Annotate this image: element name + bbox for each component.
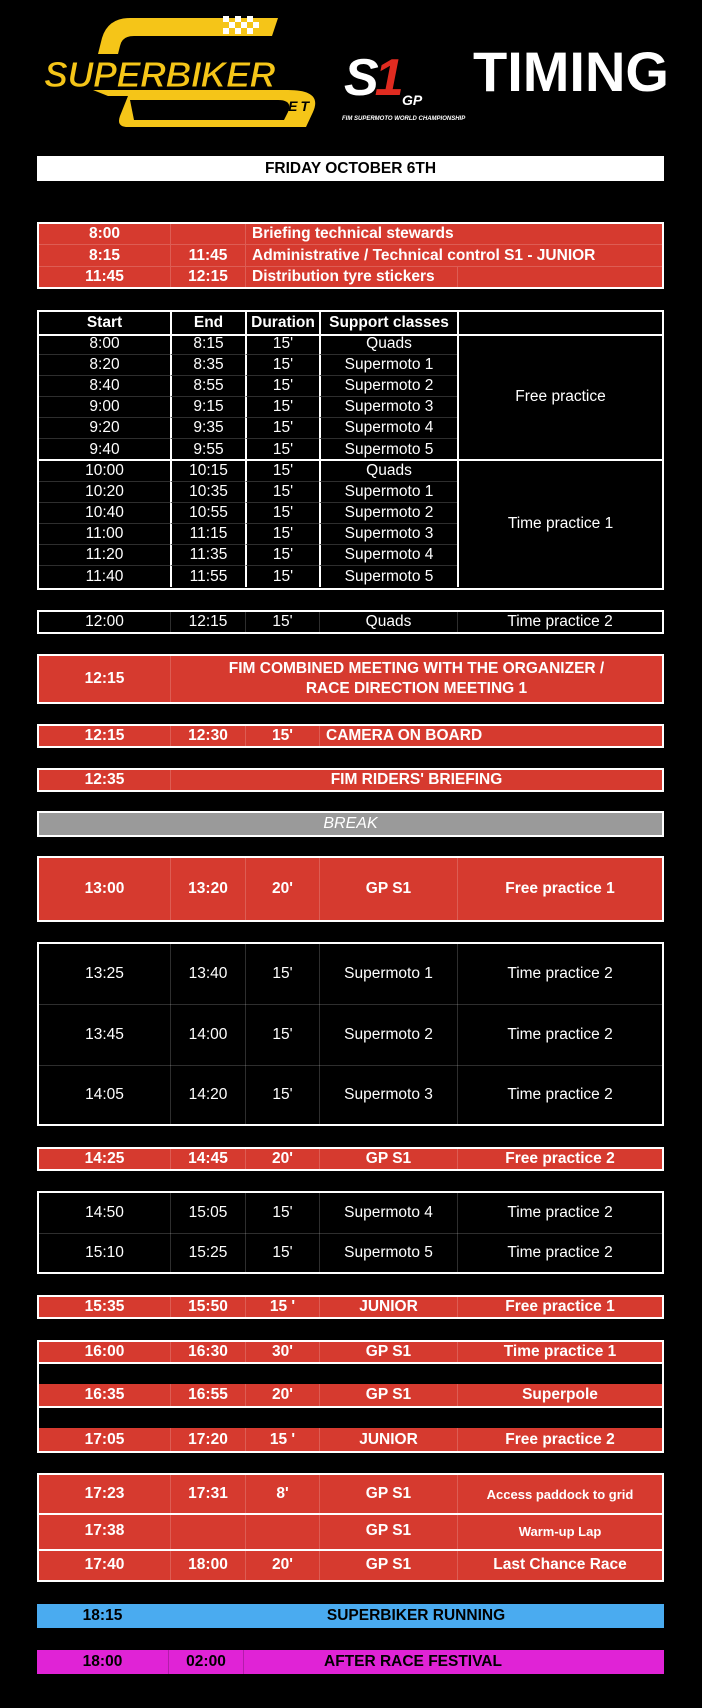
row-start: 17:23 (84, 1485, 125, 1502)
row-end: 14:20 (170, 1065, 245, 1124)
row-session: Time practice 2 (457, 944, 662, 1004)
table-row (39, 944, 662, 1005)
row-duration: 15' (245, 726, 319, 746)
row-duration (245, 1513, 319, 1549)
admin-start: 8:15 (39, 245, 170, 267)
row-session: Time practice 2 (457, 1004, 662, 1065)
gp-fp2-row (37, 1147, 664, 1171)
admin-label: Briefing technical stewards (245, 224, 662, 245)
row-start: 17:05 (84, 1430, 125, 1448)
row-end: 12:30 (170, 726, 245, 746)
admin-end: 12:15 (170, 267, 245, 287)
row-duration: 20' (245, 1549, 319, 1580)
row-end: 14:00 (170, 1004, 245, 1065)
row-class: Supermoto 3 (319, 397, 457, 418)
row-session: Superpole (457, 1384, 662, 1406)
row-end: 16:55 (170, 1384, 245, 1406)
row-end: 9:35 (170, 418, 245, 439)
row-class: Supermoto 3 (319, 1065, 457, 1124)
row-end: 9:55 (170, 439, 245, 460)
row-class: Quads (319, 461, 457, 482)
row-class: JUNIOR (319, 1428, 457, 1451)
row-end: 17:20 (170, 1428, 245, 1451)
row-start: 17:40 (84, 1555, 125, 1573)
meeting-title-line1: FIM COMBINED MEETING WITH THE ORGANIZER / (228, 660, 605, 677)
row-class: Supermoto 4 (319, 545, 457, 566)
row-class: Supermoto 3 (319, 524, 457, 545)
meeting-time: 12:15 (84, 670, 125, 687)
row-end: 9:15 (170, 397, 245, 418)
camera-row (37, 724, 664, 748)
s1-logo-one: 1 (374, 49, 400, 107)
header-end: End (170, 312, 245, 334)
row-duration: 15' (245, 1065, 319, 1124)
row-session: Time practice 2 (457, 1065, 662, 1124)
row-duration: 15' (245, 418, 319, 439)
row-session: Time practice 2 (457, 1193, 662, 1233)
row-duration: 20' (245, 858, 319, 920)
race-row (39, 1475, 662, 1515)
quads-tp2-row (37, 610, 664, 634)
row-session: Free practice 2 (457, 1428, 662, 1451)
row-session: Free practice 1 (457, 1297, 662, 1317)
header-duration: Duration (245, 312, 319, 334)
row-end: 10:35 (170, 482, 245, 503)
row-end: 17:31 (170, 1475, 245, 1513)
row-class: GP S1 (319, 1475, 457, 1513)
support-group-label: Free practice (457, 334, 662, 460)
festival-label: AFTER RACE FESTIVAL (243, 1650, 664, 1674)
table-row (39, 1065, 662, 1124)
row-end: 13:40 (170, 944, 245, 1004)
row-end: 14:45 (170, 1149, 245, 1169)
row-end: 16:30 (170, 1342, 245, 1362)
row-start: 14:50 (85, 1204, 124, 1221)
row-class: GP S1 (319, 1342, 457, 1362)
row-end (170, 1513, 245, 1549)
row-class: GP S1 (319, 858, 457, 920)
row-start: 9:00 (39, 397, 170, 418)
row-start: 10:20 (39, 482, 170, 503)
junior-fp2-row (39, 1428, 662, 1453)
row-end: 18:00 (170, 1549, 245, 1580)
row-class: Supermoto 2 (319, 503, 457, 524)
row-duration: 15' (245, 482, 319, 503)
row-duration: 20' (245, 1149, 319, 1169)
row-start: 18:15 (82, 1607, 123, 1624)
table-row (39, 1004, 662, 1066)
row-class: Supermoto 5 (319, 1233, 457, 1272)
s1-logo-s: S (344, 49, 375, 107)
row-class: Supermoto 1 (319, 355, 457, 376)
row-start: 8:00 (39, 334, 170, 355)
camera-label: CAMERA ON BOARD (319, 726, 662, 746)
date-bar-label: FRIDAY OCTOBER 6TH (264, 159, 437, 177)
row-start: 12:00 (85, 613, 124, 630)
superbiker-logo (38, 12, 348, 127)
break-bar (37, 811, 664, 837)
race-row (39, 1513, 662, 1551)
row-class: JUNIOR (319, 1297, 457, 1317)
row-duration: 30' (245, 1342, 319, 1362)
row-start: 8:40 (39, 376, 170, 397)
break-label: BREAK (323, 815, 378, 832)
row-end: 15:50 (170, 1297, 245, 1317)
row-start: 13:45 (85, 1025, 124, 1043)
header-start: Start (86, 314, 123, 331)
row-duration: 15' (245, 612, 319, 632)
admin-row (39, 267, 662, 287)
superpole-row (39, 1384, 662, 1408)
row-end: 8:15 (170, 334, 245, 355)
superbiker-running-row (37, 1604, 664, 1628)
row-end: 8:35 (170, 355, 245, 376)
admin-empty-cell (457, 267, 662, 287)
meeting-title (170, 656, 662, 702)
row-session: Free practice 2 (457, 1149, 662, 1169)
row-class: Supermoto 4 (319, 1193, 457, 1233)
row-duration: 20' (245, 1384, 319, 1406)
page-title: TIMING (473, 40, 669, 103)
row-duration: 15' (245, 376, 319, 397)
row-duration: 15' (245, 944, 319, 1004)
row-duration: 15 ' (245, 1297, 319, 1317)
row-duration: 15' (245, 355, 319, 376)
row-start: 14:05 (85, 1085, 124, 1103)
row-session: Time practice 1 (457, 1342, 662, 1362)
row-start: 16:00 (84, 1343, 125, 1360)
row-class: Quads (319, 612, 457, 632)
admin-block (37, 222, 664, 289)
junior-fp1-row (37, 1295, 664, 1319)
table-row (39, 1193, 662, 1234)
row-end: 11:55 (170, 566, 245, 587)
admin-end (170, 224, 245, 245)
row-end: 15:05 (170, 1193, 245, 1233)
row-start: 18:00 (82, 1653, 123, 1670)
meeting-title-line2: RACE DIRECTION MEETING 1 (305, 680, 528, 697)
row-start: 16:35 (84, 1386, 125, 1403)
row-end: 10:15 (170, 461, 245, 482)
row-end: 11:35 (170, 545, 245, 566)
row-class: GP S1 (319, 1149, 457, 1169)
row-session: Access paddock to grid (457, 1475, 662, 1513)
header-support-classes: Support classes (319, 312, 457, 334)
gp-logo-text: GP (402, 92, 423, 108)
row-end: 13:20 (170, 858, 245, 920)
row-session: Warm-up Lap (457, 1513, 662, 1549)
row-start: 15:10 (85, 1243, 124, 1261)
admin-label: Distribution tyre stickers (245, 267, 457, 287)
row-duration: 15 ' (245, 1428, 319, 1451)
row-end: 02:00 (168, 1650, 243, 1674)
row-start: 11:00 (39, 524, 170, 545)
superbiker-running-label: SUPERBIKER RUNNING (326, 1607, 506, 1624)
row-class: Quads (319, 334, 457, 355)
admin-start: 8:00 (39, 224, 170, 245)
admin-label: Administrative / Technical control S1 - JUNIOR (245, 245, 662, 267)
row-start: 10:00 (39, 461, 170, 482)
row-duration: 15' (245, 1233, 319, 1272)
row-start: 11:20 (39, 545, 170, 566)
admin-start: 11:45 (85, 268, 124, 285)
row-class: Supermoto 2 (319, 376, 457, 397)
row-session: Time practice 2 (457, 612, 662, 632)
row-start: 13:25 (85, 965, 124, 982)
fim-meeting-row (37, 654, 664, 704)
row-start: 11:40 (85, 567, 124, 585)
row-start: 9:20 (39, 418, 170, 439)
admin-row (39, 245, 662, 267)
row-class: Supermoto 5 (319, 566, 457, 587)
row-class: Supermoto 5 (319, 439, 457, 460)
support-group-label: Time practice 1 (457, 461, 662, 587)
row-start: 14:25 (84, 1150, 125, 1167)
row-end: 11:15 (170, 524, 245, 545)
header-empty (457, 312, 662, 334)
row-end: 8:55 (170, 376, 245, 397)
row-class: GP S1 (319, 1384, 457, 1406)
row-end: 12:15 (170, 612, 245, 632)
support-table-header (39, 312, 662, 336)
s1gp-logo (342, 49, 466, 128)
gp-fp1-row (37, 856, 664, 922)
gp-tp1-row (39, 1342, 662, 1364)
fim-supermoto-text: FIM SUPERMOTO WORLD CHAMPIONSHIP (342, 116, 466, 122)
row-start: 12:35 (84, 771, 125, 788)
row-session: Time practice 2 (457, 1233, 662, 1272)
row-start: 15:35 (84, 1298, 125, 1315)
row-duration: 15' (245, 545, 319, 566)
row-start: 17:38 (84, 1522, 125, 1539)
admin-end: 11:45 (170, 245, 245, 267)
row-duration: 15' (245, 1193, 319, 1233)
row-session: Free practice 1 (457, 858, 662, 920)
race-block (37, 1473, 664, 1582)
tp2-group-a (37, 942, 664, 1126)
mettet-text: METTET (238, 98, 312, 114)
row-class: GP S1 (319, 1549, 457, 1580)
row-start: 10:40 (39, 503, 170, 524)
admin-row (39, 224, 662, 245)
row-class: Supermoto 1 (319, 482, 457, 503)
support-table (37, 310, 664, 590)
row-session: Last Chance Race (457, 1549, 662, 1580)
briefing-row (37, 768, 664, 792)
superbiker-logo-text: SUPERBIKER (44, 54, 276, 95)
after-race-festival-row (37, 1650, 664, 1674)
row-duration: 8' (245, 1475, 319, 1513)
row-start: 13:00 (84, 880, 125, 897)
row-duration: 15' (245, 566, 319, 587)
row-start: 8:20 (39, 355, 170, 376)
row-end: 15:25 (170, 1233, 245, 1272)
briefing-label: FIM RIDERS' BRIEFING (170, 770, 662, 790)
row-duration: 15' (245, 461, 319, 482)
row-duration: 15' (245, 503, 319, 524)
row-start: 9:40 (89, 440, 120, 458)
row-class: Supermoto 1 (319, 944, 457, 1004)
row-class: Supermoto 4 (319, 418, 457, 439)
row-duration: 15' (245, 439, 319, 460)
race-row (39, 1549, 662, 1580)
row-end: 10:55 (170, 503, 245, 524)
date-bar (37, 156, 664, 181)
gp-junior-stack (37, 1340, 664, 1453)
row-duration: 15' (245, 334, 319, 355)
row-class: GP S1 (319, 1513, 457, 1549)
row-duration: 15' (245, 524, 319, 545)
tp2-group-b (37, 1191, 664, 1274)
row-duration: 15' (245, 397, 319, 418)
row-class: Supermoto 2 (319, 1004, 457, 1065)
row-duration: 15' (245, 1004, 319, 1065)
table-row (39, 1233, 662, 1272)
row-start: 12:15 (84, 727, 125, 744)
s1-logo-text (344, 49, 400, 107)
